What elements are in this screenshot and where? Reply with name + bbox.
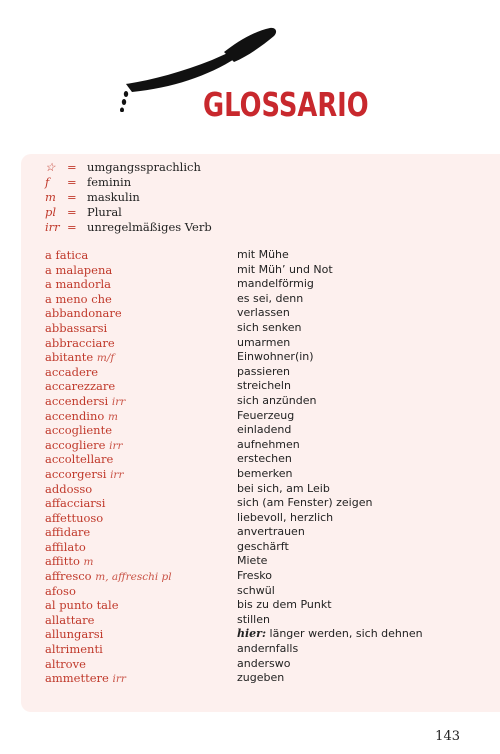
entry-term-word: a malapena (45, 262, 113, 277)
glossary-entry (45, 321, 423, 336)
entry-grammar-note: m (107, 410, 118, 423)
abbreviation-row (45, 175, 212, 190)
abbreviation-row (45, 220, 212, 235)
entry-definition (237, 336, 290, 351)
entry-term-word: accadere (45, 364, 99, 379)
glossary-entry (45, 438, 423, 453)
definition-text: zugeben (237, 671, 285, 685)
definition-text: passieren (237, 364, 291, 378)
entry-term-word: affilato (45, 539, 86, 554)
entry-term (45, 584, 237, 599)
entry-grammar-note: m/f (96, 352, 115, 365)
glossary-entry (45, 292, 423, 307)
entry-term (45, 613, 237, 628)
glossary-entry (45, 482, 423, 497)
entry-term (45, 263, 237, 278)
entry-term-word: accogliere (45, 437, 106, 452)
entry-definition (237, 642, 298, 657)
entry-definition (237, 569, 272, 584)
definition-text: Einwohner(in) (237, 350, 314, 364)
definition-text: bei sich, am Leib (237, 481, 330, 495)
entry-term-word: accogliente (45, 423, 113, 438)
glossary-list (45, 248, 423, 686)
header (0, 0, 500, 150)
entry-term (45, 306, 237, 321)
entry-term-word: accorgersi (45, 466, 107, 481)
abbreviation-value: feminin (87, 175, 132, 189)
entry-term (45, 496, 237, 511)
definition-text: schwül (237, 583, 275, 597)
entry-grammar-note: m (83, 556, 94, 569)
abbreviation-value: maskulin (87, 190, 140, 204)
entry-definition (237, 292, 303, 307)
entry-term (45, 423, 237, 438)
entry-term (45, 394, 237, 409)
abbreviation-key: irr (45, 220, 60, 234)
glossary-entry (45, 336, 423, 351)
glossary-entry (45, 394, 423, 409)
entry-definition (237, 467, 292, 482)
definition-text: länger werden, sich dehnen (269, 627, 423, 641)
entry-definition (237, 263, 333, 278)
entry-definition (237, 584, 275, 599)
entry-term-word: accendino (45, 408, 105, 423)
definition-text: bis zu dem Punkt (237, 598, 332, 612)
entry-definition (237, 657, 290, 672)
entry-term (45, 336, 237, 351)
entry-grammar-note: irr (111, 395, 126, 408)
definition-text: erstechen (237, 452, 292, 466)
entry-term (45, 569, 237, 584)
entry-term-word: affidare (45, 525, 91, 540)
glossary-entry (45, 423, 423, 438)
glossary-entry (45, 642, 423, 657)
entry-term (45, 642, 237, 657)
entry-term (45, 525, 237, 540)
entry-term-word: a fatica (45, 248, 89, 262)
entry-term-word: ammettere (45, 671, 109, 686)
entry-grammar-note: irr (110, 468, 124, 481)
entry-definition (237, 350, 314, 365)
entry-term (45, 598, 237, 613)
entry-definition (237, 496, 372, 511)
glossary-entry (45, 525, 423, 540)
entry-term (45, 540, 237, 555)
entry-term (45, 409, 237, 424)
abbreviation-key: ☆ (45, 160, 56, 174)
glossary-entry (45, 540, 423, 555)
entry-term-word: affacciarsi (45, 496, 106, 511)
definition-text: Feuerzeug (237, 408, 295, 422)
glossary-entry (45, 671, 423, 686)
page-number: 143 (435, 729, 460, 744)
entry-term-word: addosso (45, 481, 93, 496)
entry-term-word: accarezzare (45, 379, 116, 394)
glossary-entry (45, 467, 423, 482)
glossary-entry (45, 248, 423, 263)
abbreviation-legend (45, 160, 212, 235)
entry-term (45, 657, 237, 672)
entry-term (45, 277, 237, 292)
definition-text: Miete (237, 554, 268, 568)
entry-term-word: affitto (45, 554, 80, 569)
definition-note: hier: (237, 627, 267, 641)
abbreviation-key: m (45, 190, 56, 204)
definition-text: bemerken (237, 466, 293, 480)
entry-term-word: abbassarsi (45, 320, 108, 335)
abbreviation-row (45, 190, 212, 205)
entry-definition (237, 671, 284, 686)
glossary-entry (45, 627, 423, 642)
entry-term (45, 554, 237, 569)
entry-definition (237, 394, 316, 409)
entry-term-word: allattare (45, 612, 95, 627)
definition-text: umarmen (237, 335, 291, 349)
entry-term-word: abbracciare (45, 335, 115, 350)
entry-definition (237, 554, 267, 569)
abbreviation-equals: = (67, 160, 77, 174)
definition-text: aufnehmen (237, 437, 300, 451)
glossary-entry (45, 350, 423, 365)
abbreviation-equals: = (67, 190, 77, 204)
glossary-entry (45, 598, 423, 613)
abbreviation-equals: = (67, 220, 77, 234)
entry-term-word: accoltellare (45, 452, 114, 467)
abbreviation-equals: = (67, 205, 77, 219)
definition-text: einladend (237, 423, 292, 437)
entry-term (45, 511, 237, 526)
glossary-entry (45, 409, 423, 424)
entry-term (45, 438, 237, 453)
definition-text: geschärft (237, 539, 289, 553)
entry-term (45, 365, 237, 380)
definition-text: verlassen (237, 306, 290, 320)
entry-definition (237, 452, 292, 467)
abbreviation-row (45, 160, 212, 175)
entry-term (45, 627, 237, 642)
entry-term-word: affettuoso (45, 510, 104, 525)
entry-definition (237, 365, 290, 380)
glossary-entry (45, 657, 423, 672)
entry-term-word: a meno che (45, 291, 112, 306)
definition-text: mit Mühe (237, 248, 289, 261)
entry-term-word: afoso (45, 583, 76, 598)
entry-definition (237, 277, 314, 292)
definition-text: es sei, denn (237, 291, 304, 305)
entry-definition (237, 423, 291, 438)
glossary-entry (45, 584, 423, 599)
entry-grammar-note: irr (112, 673, 126, 686)
entry-grammar-note: irr (109, 439, 123, 452)
abbreviation-value: umgangssprachlich (87, 160, 201, 174)
entry-term-word: affresco (45, 569, 92, 584)
glossary-entry (45, 263, 423, 278)
glossary-entry (45, 277, 423, 292)
entry-definition (237, 379, 291, 394)
entry-definition (237, 540, 289, 555)
entry-definition (237, 306, 290, 321)
entry-term (45, 350, 237, 365)
definition-text: streicheln (237, 379, 291, 393)
glossary-entry (45, 365, 423, 380)
definition-text: anvertrauen (237, 525, 305, 539)
glossary-entry (45, 569, 423, 584)
definition-text: liebevoll, herzlich (237, 510, 334, 524)
entry-term (45, 292, 237, 307)
entry-grammar-note: m, affreschi pl (95, 571, 172, 584)
entry-term (45, 379, 237, 394)
entry-definition (237, 321, 302, 336)
entry-term-word: accendersi (45, 393, 109, 408)
entry-definition (237, 627, 423, 642)
definition-text: Fresko (237, 569, 273, 583)
glossary-entry (45, 496, 423, 511)
entry-term (45, 321, 237, 336)
abbreviation-key: pl (45, 205, 57, 219)
glossary-entry (45, 306, 423, 321)
page-title: GLOSSARIO (203, 85, 369, 124)
glossary-entry (45, 452, 423, 467)
definition-text: sich (am Fenster) zeigen (237, 496, 373, 510)
entry-definition (237, 248, 289, 263)
entry-definition (237, 409, 294, 424)
definition-text: sich senken (237, 320, 302, 334)
entry-definition (237, 613, 270, 628)
abbreviation-equals: = (67, 175, 77, 189)
entry-definition (237, 511, 333, 526)
entry-term (45, 452, 237, 467)
entry-definition (237, 482, 330, 497)
abbreviation-row (45, 205, 212, 220)
abbreviation-value: unregelmäßiges Verb (87, 220, 212, 234)
entry-term-word: abitante (45, 350, 94, 365)
entry-term-word: abbandonare (45, 306, 122, 321)
glossary-entry (45, 554, 423, 569)
entry-term-word: altrimenti (45, 642, 103, 657)
abbreviation-key: f (45, 175, 50, 189)
definition-text: mit Müh’ und Not (237, 262, 333, 276)
definition-text: andernfalls (237, 642, 299, 656)
definition-text: anderswo (237, 656, 291, 670)
glossary-entry (45, 511, 423, 526)
glossary-entry (45, 379, 423, 394)
entry-term-word: a mandorla (45, 277, 111, 292)
entry-definition (237, 438, 300, 453)
definition-text: sich anzünden (237, 393, 317, 407)
entry-term-word: altrove (45, 656, 86, 671)
entry-definition (237, 598, 332, 613)
entry-term (45, 671, 237, 686)
entry-definition (237, 525, 305, 540)
entry-term-word: al punto tale (45, 598, 119, 613)
entry-term (45, 467, 237, 482)
definition-text: mandelförmig (237, 277, 314, 291)
definition-text: stillen (237, 612, 270, 626)
entry-term (45, 482, 237, 497)
entry-term (45, 248, 237, 263)
entry-term-word: allungarsi (45, 627, 104, 642)
glossary-entry (45, 613, 423, 628)
abbreviation-value: Plural (87, 205, 122, 219)
